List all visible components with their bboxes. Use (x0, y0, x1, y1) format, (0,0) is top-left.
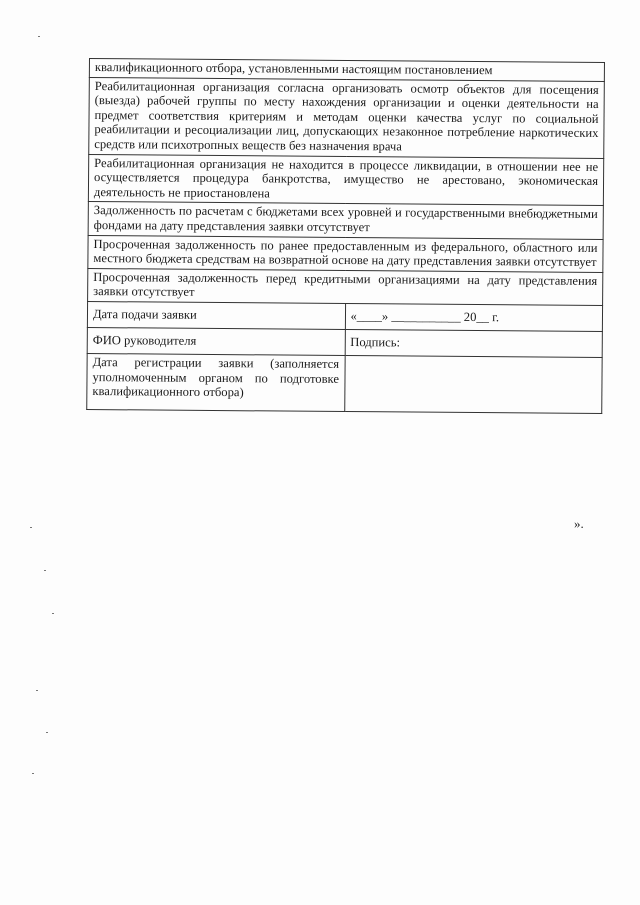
closing-quote-mark: ». (574, 516, 584, 531)
registration-date-label: Дата регистрации заявки (заполняется уполномоченным органом по подготовке квалификационного отбора) (87, 353, 345, 411)
table-row (88, 202, 603, 239)
table-cell-no-liquidation: Реабилитационная организация не находится в процессе ликвидации, в отношении нее не осуществляется процедура банкротства, имущество не арестовано, экономическая деятельность не приостановлена (88, 154, 603, 206)
table-row (88, 154, 603, 206)
scan-speck (46, 732, 48, 733)
table-cell-no-credit-debt: Просроченная задолженность перед кредитными организациями на дату представления заявки отсутствует (88, 268, 603, 305)
table-cell-no-overdue-budget-loans: Просроченная задолженность по ранее предоставленным из федерального, областного или местного бюджета средствам на возвратной основе на дату представления заявки отсутствует (88, 235, 603, 272)
scan-speck (52, 613, 54, 614)
application-form-table (86, 58, 605, 414)
table-row (87, 301, 602, 331)
table-row (87, 353, 602, 413)
table-row (88, 268, 603, 305)
table-row (88, 235, 603, 272)
table-cell-criteria-tail: квалификационного отбора, установленными настоящим постановлением (89, 59, 604, 82)
date-label: Дата подачи заявки (87, 301, 345, 329)
scan-speck (44, 570, 46, 571)
scan-speck (38, 36, 40, 37)
table-row (89, 77, 605, 158)
table-cell-inspection-consent: Реабилитационная организация согласна организовать осмотр объектов для посещения (выезда) рабочей группы по месту нахождения организации и оценки деятельности на предмет соответствия критериям и методам оценки качества услуг по социальной реабилитации и ресоциализации лиц, допускающих незаконное потребление наркотических средств или психотропных веществ без назначения врача (89, 77, 605, 158)
table-cell-no-budget-debt: Задолженность по расчетам с бюджетами всех уровней и государственными внебюджетными фондами на дату представления заявки отсутствует (88, 202, 603, 239)
table-row (87, 327, 602, 357)
scan-speck (30, 527, 32, 528)
director-name-label: ФИО руководителя (87, 327, 345, 355)
registration-date-field (344, 355, 602, 413)
scan-speck (32, 773, 34, 774)
signature-label: Подпись: (345, 329, 603, 357)
date-field: «____» ___________ 20__ г. (345, 303, 603, 331)
scan-speck (36, 690, 38, 691)
